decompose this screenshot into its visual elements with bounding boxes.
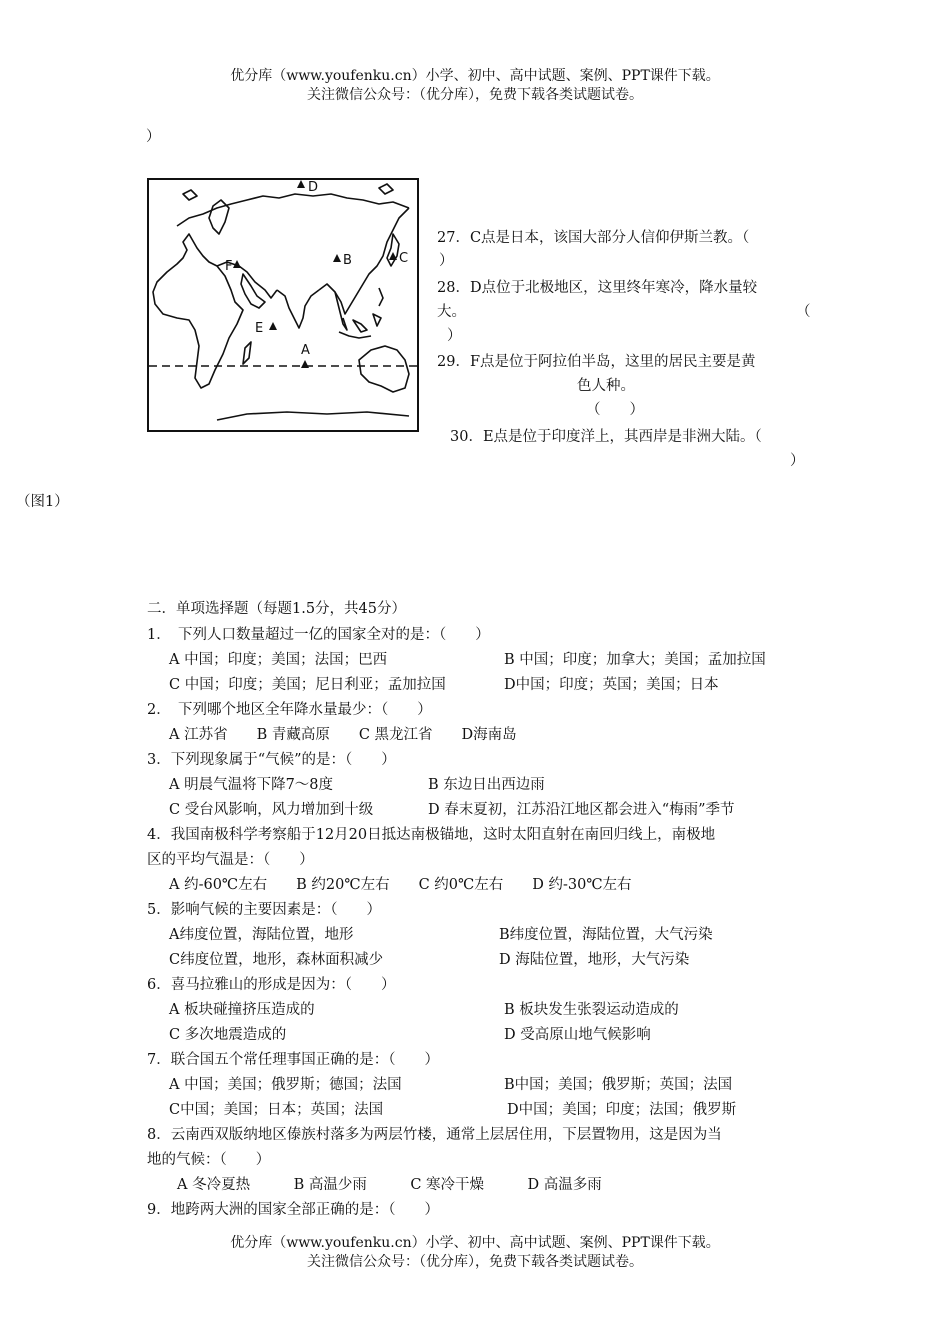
q5-text: 5．影响气候的主要因素是：（ ） <box>147 902 381 918</box>
q30-text: 30．E点是位于印度洋上，其西岸是非洲大陆。（ <box>450 429 762 445</box>
q29-text-a: 29．F点是位于阿拉伯半岛，这里的居民主要是黄 <box>437 354 756 370</box>
q6-option-d: D 受高原山地气候影响 <box>504 1027 651 1043</box>
q4-text-a: 4．我国南极科学考察船于12月20日抵达南极锚地，这时太阳直射在南回归线上，南极地 <box>147 827 716 843</box>
q5-option-d: D 海陆位置，地形，大气污染 <box>499 952 690 968</box>
q1-option-b: B 中国；印度；加拿大；美国；孟加拉国 <box>504 652 766 668</box>
q28-close: ） <box>447 328 462 344</box>
q3-option-d: D 春末夏初，江苏沿江地区都会进入“梅雨”季节 <box>428 802 735 818</box>
section2-title: 二．单项选择题（每题1.5分，共45分） <box>147 601 407 617</box>
q5-option-a: A纬度位置，海陆位置，地形 <box>169 927 354 943</box>
q3-text: 3．下列现象属于“气候”的是：（ ） <box>147 752 396 768</box>
map-label-c: C <box>399 251 409 266</box>
q3-option-a: A 明晨气温将下降7～8度 <box>169 777 334 793</box>
q5-option-b: B纬度位置，海陆位置，大气污染 <box>499 927 713 943</box>
q1-option-a: A 中国；印度；美国；法国；巴西 <box>169 652 388 668</box>
q9-text: 9．地跨两大洲的国家全部正确的是：（ ） <box>147 1202 439 1218</box>
q7-option-d: D中国；美国；印度；法国；俄罗斯 <box>507 1102 737 1118</box>
q8-text-a: 8．云南西双版纳地区傣族村落多为两层竹楼，通常上层居住用，下层置物用，这是因为当 <box>147 1127 722 1143</box>
q3-option-c: C 受台风影响，风力增加到十级 <box>169 802 374 818</box>
map-label-d: D <box>308 180 319 195</box>
top-paren: ） <box>146 129 161 145</box>
q2-text: 2． 下列哪个地区全年降水量最少：（ ） <box>147 702 432 718</box>
q7-text: 7．联合国五个常任理事国正确的是：（ ） <box>147 1052 439 1068</box>
q1-option-d: D中国；印度；英国；美国；日本 <box>504 677 719 693</box>
q28-text-b: 大。 <box>437 304 466 320</box>
q7-option-c: C中国；美国；日本；英国；法国 <box>169 1102 384 1118</box>
q6-option-c: C 多次地震造成的 <box>169 1027 287 1043</box>
q1-option-c: C 中国；印度；美国；尼日利亚；孟加拉国 <box>169 677 446 693</box>
q6-option-b: B 板块发生张裂运动造成的 <box>504 1002 679 1018</box>
footer-line-2: 关注微信公众号：（优分库），免费下载各类试题试卷。 <box>307 1254 643 1270</box>
q6-option-a: A 板块碰撞挤压造成的 <box>169 1002 315 1018</box>
q8-options: A 冬冷夏热 B 高温少雨 C 寒冷干燥 D 高温多雨 <box>177 1177 602 1193</box>
q29-text-b: 色人种。 <box>577 378 635 394</box>
q3-option-b: B 东边日出西边雨 <box>428 777 545 793</box>
q8-text-b: 地的气候：（ ） <box>147 1152 271 1168</box>
map-label-f: F <box>225 259 233 274</box>
world-map-figure <box>147 178 419 432</box>
map-label-b: B <box>343 253 352 268</box>
q7-option-b: B中国；美国；俄罗斯；英国；法国 <box>504 1077 733 1093</box>
map-label-a: A <box>301 343 310 358</box>
q2-options: A 江苏省 B 青藏高原 C 黑龙江省 D海南岛 <box>169 727 517 743</box>
q4-options: A 约-60℃左右 B 约20℃左右 C 约0℃左右 D 约-30℃左右 <box>169 877 632 893</box>
q4-text-b: 区的平均气温是：（ ） <box>147 852 314 868</box>
q28-text-a: 28．D点位于北极地区，这里终年寒冷，降水量较 <box>437 280 758 296</box>
header-line-2: 关注微信公众号：（优分库），免费下载各类试题试卷。 <box>307 87 643 103</box>
figure-caption: （图1） <box>16 494 69 510</box>
map-label-e: E <box>255 321 264 336</box>
q5-option-c: C纬度位置，地形，森林面积减少 <box>169 952 384 968</box>
q27-text: 27．C点是日本，该国大部分人信仰伊斯兰教。（ <box>437 230 750 246</box>
map-frame <box>148 179 418 431</box>
q28-open: （ <box>796 304 811 320</box>
footer-line-1: 优分库（www.youfenku.cn）小学、初中、高中试题、案例、PPT课件下载。 <box>230 1235 720 1251</box>
header-line-1: 优分库（www.youfenku.cn）小学、初中、高中试题、案例、PPT课件下载。 <box>230 68 720 84</box>
q7-option-a: A 中国；美国；俄罗斯；德国；法国 <box>169 1077 402 1093</box>
q29-paren: （ ） <box>586 402 644 418</box>
q30-close: ） <box>790 453 805 469</box>
q27-close: ） <box>439 253 454 269</box>
q1-text: 1． 下列人口数量超过一亿的国家全对的是：（ ） <box>147 627 490 643</box>
q6-text: 6．喜马拉雅山的形成是因为：（ ） <box>147 977 396 993</box>
